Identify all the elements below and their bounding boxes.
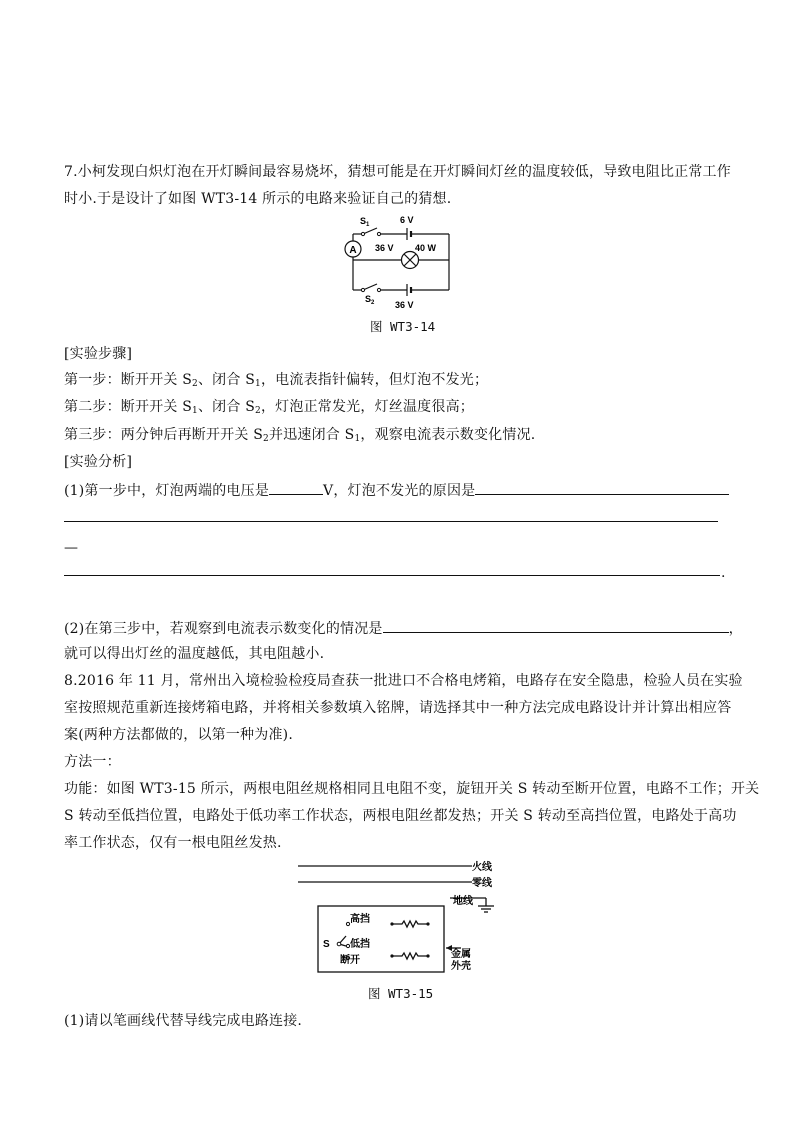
label-battery-top: 6 V: [400, 215, 414, 225]
question-8-1: (1)请以笔画线代替导线完成电路连接.: [64, 1013, 303, 1029]
label-low: 低挡: [350, 939, 370, 950]
current-change-answer-blank[interactable]: [383, 618, 729, 633]
label-switch: S: [323, 939, 330, 950]
label-live: 火线: [472, 862, 492, 873]
circuit-diagram-wt3-14: [335, 212, 465, 312]
step-2: 第二步：断开开关 $S_1$、闭合 $S_2$，灯泡正常发光，灯丝温度很高；: [64, 399, 474, 416]
q7-text-line-2: 时小.于是设计了如图 WT3-14 所示的电路来验证自己的猜想.: [64, 191, 452, 207]
question-7-2: (2)在第三步中，若观察到电流表示数变化的情况是 ，: [64, 618, 734, 639]
steps-heading: [实验步骤]: [64, 346, 133, 362]
battery-bottom: [407, 284, 411, 296]
lamp: [402, 252, 419, 269]
function-line-1: 功能：如图 WT3-15 所示，两根电阻丝规格相同且电阻不变，旋钮开关 S 转动至断开位置，电路不工作；开关: [64, 781, 760, 797]
label-lamp-power: 40 W: [415, 243, 437, 253]
question-7-2-line-2: 就可以得出灯丝的温度越低，其电阻越小.: [64, 646, 325, 662]
question-7-1: (1)第一步中，灯泡两端的电压是 V，灯泡不发光的原因是: [64, 480, 734, 501]
function-line-3: 率工作状态，仅有一根电阻丝发热.: [64, 835, 282, 851]
answer-line[interactable]: [64, 521, 718, 522]
answer-period: .: [721, 565, 726, 581]
label-s2: $S_2$: [365, 294, 375, 306]
switch-pivot: [337, 942, 341, 946]
battery-top: [407, 228, 411, 240]
step-3: 第三步：两分钟后再断开开关 $S_2$并迅速闭合 $S_1$，观察电流表示数变化情况.: [64, 427, 536, 444]
label-ground: 地线: [453, 896, 473, 907]
step-1: 第一步：断开开关 $S_2$、闭合 $S_1$，电流表指针偏转，但灯泡不发光；: [64, 372, 489, 389]
ammeter: [345, 241, 361, 257]
label-shell-2: 外壳: [451, 961, 471, 972]
ammeter-label: A: [349, 245, 357, 256]
voltage-answer-blank[interactable]: [269, 480, 323, 495]
reason-answer-blank[interactable]: [475, 480, 729, 495]
label-shell-1: 金属: [451, 949, 471, 960]
answer-line[interactable]: [64, 575, 720, 576]
label-off: 断开: [340, 955, 360, 966]
analysis-heading: [实验分析]: [64, 454, 133, 470]
label-lamp-voltage: 36 V: [375, 243, 394, 253]
q8-text-line-2: 室按照规范重新连接烤箱电路，并将相关参数填入铭牌，请选择其中一种方法完成电路设计并计算出相应答: [64, 700, 732, 716]
answer-dash: —: [64, 540, 79, 556]
method-heading: 方法一：: [64, 754, 121, 770]
circuit-diagram-wt3-15: [296, 858, 506, 978]
q8-text-line-1: 8.2016 年 11 月，常州出入境检验检疫局查获一批进口不合格电烤箱，电路存在安全隐患，检验人员在实验: [64, 673, 743, 689]
resistor-low: [392, 953, 428, 959]
label-neutral: 零线: [472, 878, 492, 889]
label-s1: $S_1$: [360, 216, 370, 228]
resistor-high: [392, 921, 428, 927]
q8-text-line-3: 案(两种方法都做的，以第一种为准).: [64, 727, 293, 743]
label-battery-bottom: 36 V: [395, 300, 414, 310]
function-line-2: S 转动至低挡位置，电路处于低功率工作状态，两根电阻丝都发热；开关 S 转动至高挡位置，电路处于高功: [64, 808, 737, 824]
s1-contact: [361, 232, 364, 235]
figure-caption-wt3-15: 图 WT3-15: [368, 986, 434, 1001]
label-high: 高挡: [350, 914, 370, 925]
q7-text-line-1: 7.小柯发现白炽灯泡在开灯瞬间最容易烧坏，猜想可能是在开灯瞬间灯丝的温度较低，导致电阻比正常工作: [64, 164, 731, 180]
s2-contact: [361, 288, 364, 291]
figure-caption-wt3-14: 图 WT3-14: [370, 319, 436, 334]
oven-box: [318, 906, 444, 972]
